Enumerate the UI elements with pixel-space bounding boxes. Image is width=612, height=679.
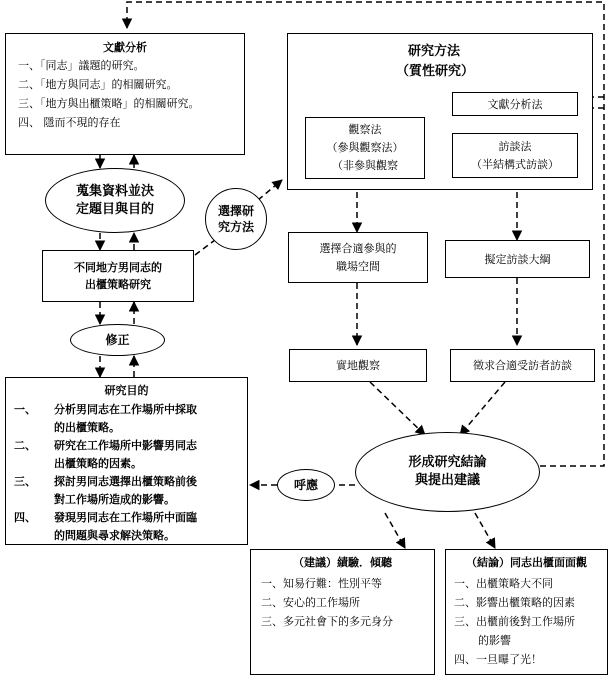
document-analysis-label: 文獻分析法	[487, 98, 543, 111]
suggestion-item: 一、知易行難：性別平等	[261, 577, 382, 590]
purpose-line: 對工作場所造成的影響。	[54, 493, 175, 506]
interview-line-2: （半結構式訪談）	[471, 158, 559, 171]
summary-item: 的影響	[478, 634, 511, 647]
interview-outline-box	[445, 240, 590, 278]
interview-outline-label: 擬定訪談大綱	[484, 253, 551, 266]
select-method-line-1: 選擇研	[217, 203, 254, 218]
conclusion-ellipse	[355, 432, 540, 512]
observation-line-3: （非參與觀察	[332, 159, 398, 172]
revise-label: 修正	[105, 332, 130, 347]
summary-item: 一、出櫃策略大不同	[454, 577, 553, 590]
collect-data-ellipse	[45, 168, 185, 233]
fieldwork-box	[289, 349, 427, 382]
purpose-line: 分析男同志在工作場所中採取	[54, 403, 197, 416]
observation-box	[305, 117, 425, 179]
purpose-line: 的出櫃策略。	[54, 421, 120, 434]
observation-line-1: 觀察法	[348, 123, 382, 136]
purpose-num: 一、	[14, 403, 36, 416]
select-method-ellipse	[205, 188, 267, 250]
select-method-line-2: 究方法	[217, 220, 254, 234]
seek-to-conclusion-arrow	[460, 382, 505, 435]
conclusion-to-suggest-arrow	[385, 513, 405, 548]
purpose-num: 二、	[14, 439, 36, 452]
fieldwork-to-conclusion-arrow	[370, 382, 425, 435]
purpose-num: 四、	[14, 511, 36, 524]
echo-label: 呼應	[293, 477, 318, 492]
conclusion-line-2: 與提出建議	[414, 473, 480, 488]
suggestions-box	[250, 549, 435, 675]
summary-item: 四、一旦曝了光！	[454, 653, 542, 666]
literature-item: 三、「地方與出櫃策略」的相關研究。	[18, 97, 200, 110]
select-field-box	[288, 232, 428, 283]
summary-box	[445, 549, 608, 675]
literature-review-box	[5, 33, 245, 155]
topic-to-select-method-line	[195, 240, 215, 255]
purpose-num: 三、	[14, 475, 36, 488]
purpose-line: 發現男同志在工作場所中面臨	[54, 511, 197, 524]
fieldwork-label: 實地觀察	[336, 359, 380, 372]
select-field-line-2: 職場空間	[336, 260, 380, 273]
select-method-to-method-arrow	[258, 180, 282, 200]
suggestion-item: 三、多元社會下的多元身分	[261, 615, 393, 628]
suggestion-item: 二、安心的工作場所	[261, 596, 360, 609]
echo-ellipse	[277, 469, 335, 501]
interview-box	[452, 133, 578, 178]
purpose-line: 研究在工作場所中影響男同志	[54, 439, 197, 452]
literature-item: 四、 隱而不現的存在	[18, 116, 121, 129]
method-title: 研究方法	[408, 44, 461, 59]
revise-ellipse	[70, 324, 165, 356]
summary-title: （結論）同志出櫃面面觀	[466, 556, 587, 569]
seek-interviewee-box	[450, 349, 595, 382]
conclusion-line-1: 形成研究結論	[408, 455, 487, 471]
select-field-line-1: 選擇合適參與的	[319, 242, 397, 255]
document-analysis-box	[452, 92, 578, 116]
summary-item: 二、影響出櫃策略的因素	[454, 596, 575, 609]
method-subtitle: （質性研究）	[396, 64, 475, 79]
summary-item: 三、出櫃前後對工作場所	[454, 615, 575, 628]
topic-line-2: 出櫃策略研究	[85, 278, 151, 291]
purpose-line: 探討男同志選擇出櫃策略前後	[54, 475, 197, 488]
literature-item: 一、「同志」議題的研究。	[18, 59, 145, 72]
purpose-title: 研究目的	[104, 384, 149, 397]
research-purpose-box	[5, 377, 248, 545]
collect-line-1: 蒐集資料並決	[75, 183, 154, 199]
purpose-line: 出櫃策略的因素。	[54, 457, 142, 470]
conclusion-to-summary-arrow	[475, 513, 495, 548]
research-topic-box	[42, 250, 194, 302]
topic-line-1: 不同地方男同志的	[74, 261, 162, 274]
suggestions-title: （建議）績驗．傾聽	[293, 556, 392, 569]
observation-line-2: （參與觀察法）	[326, 141, 404, 154]
literature-item: 二、「地方與同志」的相關研究。	[18, 78, 178, 91]
interview-line-1: 訪談法	[498, 140, 532, 153]
collect-line-2: 定題目與目的	[75, 201, 154, 217]
seek-interviewee-label: 徵求合適受訪者訪談	[473, 359, 572, 372]
literature-review-title: 文獻分析	[103, 41, 147, 54]
purpose-line: 的問題與尋求解決策略。	[54, 529, 175, 542]
